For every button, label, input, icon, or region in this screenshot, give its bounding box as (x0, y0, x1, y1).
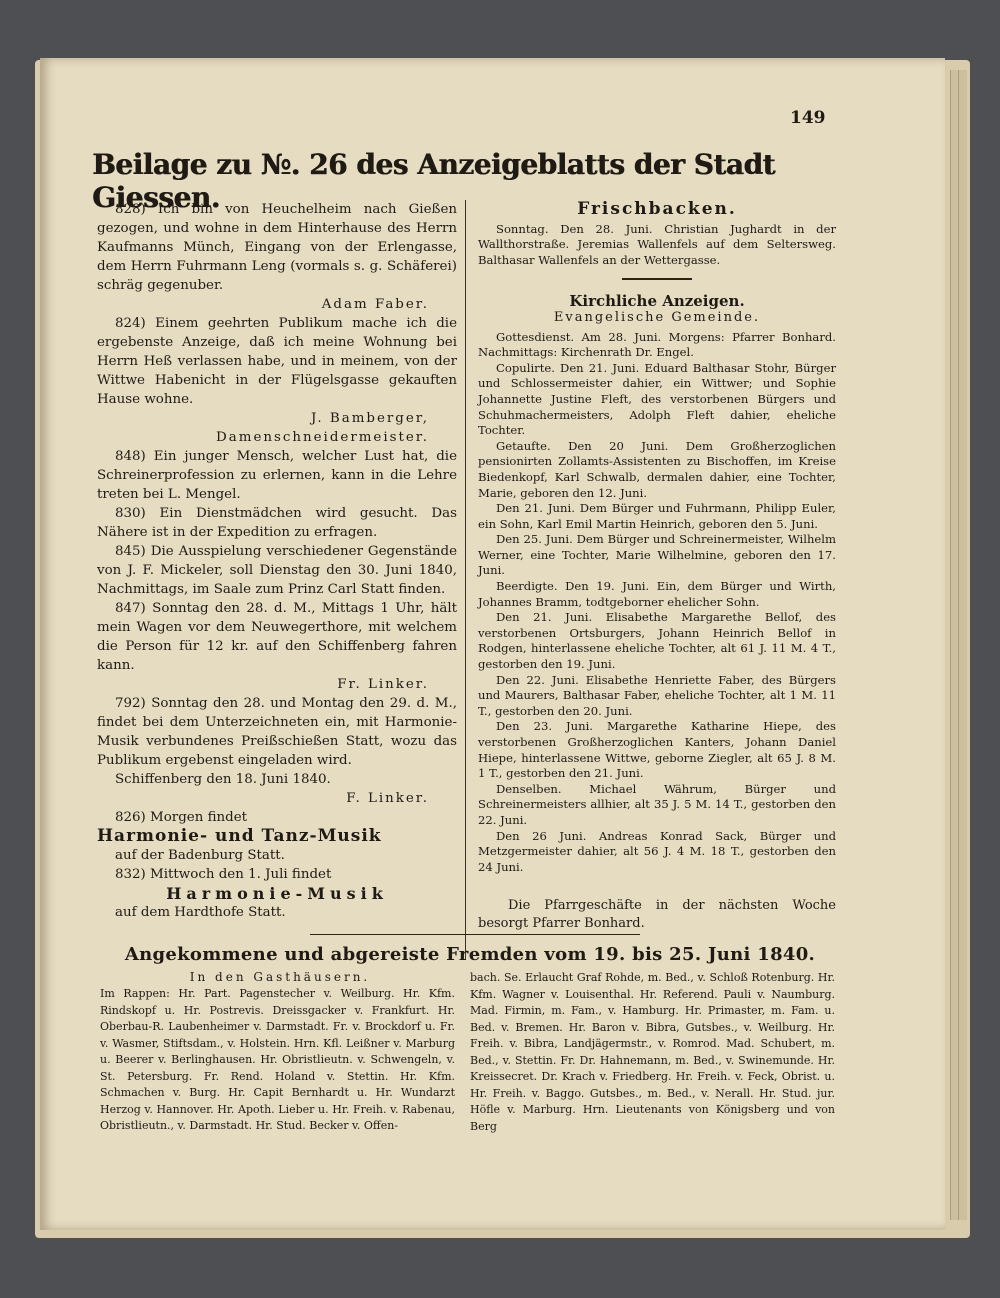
paragraph: 845) Die Ausspielung verschiedener Gegenstände von J. F. Mickeler, soll Dienstag den 30. Juni 1840, Nachmittags, im Saale zum Prinz Carl Statt finden. (97, 544, 457, 597)
arrivals-left-text: Im Rappen: Hr. Part. Pagenstecher v. Weilburg. Hr. Kfm. Rindskopf u. Hr. Postrevis. Dreissgacker v. Frankfurt. Hr. Oberbau-R. Laubenheimer v. Darmstadt. Fr. v. Brockdorf u. Fr. v. Wasmer, Stiftsdam., v. Holstein. Hrn. Kfl. Leißner v. Marburg u. Beerer v. Berlinghausen. Hr. Obristlieutn. v. Schwengeln, v. St. Petersburg. Fr. Rend. Holand v. Stettin. Hr. Kfm. Schmachen v. Burg. Hr. Capit Bernhardt u. Hr. Wundarzt Herzog v. Hannover. Hr. Apoth. Lieber u. Hr. Freih. v. Rabenau, Obristlieutn., v. Darmstadt. Hr. Stud. Becker v. Offen- (100, 987, 455, 1132)
paragraph: Denselben. Michael Währum, Bürger und Schreinermeisters allhier, alt 35 J. 5 M. 14 T., gestorben den 22. Juni. (478, 781, 836, 827)
column-divider (465, 200, 466, 960)
right-column (478, 200, 836, 933)
section-heading: Kirchliche Anzeigen. (569, 292, 745, 311)
paragraph: auf dem Hardthofe Statt. (115, 905, 286, 920)
newspaper-page (40, 58, 945, 1230)
paragraph: Den 22. Juni. Elisabethe Henriette Faber, des Bürgers und Maurers, Balthasar Faber, eheliche Tochter, alt 1 M. 11 T., gestorben den 20. Juni. (478, 672, 836, 718)
paragraph: Schiffenberg den 18. Juni 1840. (115, 772, 331, 787)
paragraph: Den 23. Juni. Margarethe Katharine Hiepe, des verstorbenen Großherzoglichen Kanters, Johann Daniel Hiepe, hinterlassene Wittwe, geborne Ziegler, alt 65 J. 8 M. 1 T., gestorben den 21. Juni. (478, 719, 836, 781)
event-headline: Harmonie-Musik (166, 884, 388, 903)
paragraph: Copulirte. Den 21. Juni. Eduard Balthasar Stohr, Bürger und Schlossermeister dahier, ein Wittwer; und Sophie Johannette Justine Fleft, des verstorbenen Bürgers und Schuhmachermeisters, Adolph Fleft dahier, eheliche Tochter. (478, 360, 836, 438)
paragraph: 792) Sonntag den 28. und Montag den 29. d. M., findet bei dem Unterzeichneten ein, mit Harmonie-Musik verbundenes Preißschießen Statt, wozu das Publikum ergebenst eingeladen wird. (97, 696, 457, 768)
paragraph: 828) Ich bin von Heuchelheim nach Gießen gezogen, und wohne in dem Hinterhause des Herrn Kaufmanns Münch, Eingang von der Erlengasse, dem Herrn Fuhrmann Leng (vormals s. g. Schäferei) schräg gegenuber. (97, 202, 457, 293)
paragraph: Sonntag. Den 28. Juni. Christian Jughardt in der Wallthorstraße. Jeremias Wallenfels auf dem Seltersweg. Balthasar Wallenfels an der Wettergasse. (478, 221, 836, 267)
paragraph: Den 25. Juni. Dem Bürger und Schreinermeister, Wilhelm Werner, eine Tochter, Marie Wilhelmine, geboren den 17. Juni. (478, 532, 836, 578)
paragraph: Den 26 Juni. Andreas Konrad Sack, Bürger und Metzgermeister dahier, alt 56 J. 4 M. 18 T., gestorben den 24 Juni. (478, 828, 836, 874)
signature: J. Bamberger, (311, 411, 429, 426)
section-rule (310, 934, 640, 935)
short-rule (622, 278, 692, 280)
paragraph: 832) Mittwoch den 1. Juli findet (115, 867, 332, 882)
signature: Fr. Linker. (337, 677, 429, 692)
paragraph: 830) Ein Dienstmädchen wird gesucht. Das Nähere ist in der Expedition zu erfragen. (97, 506, 457, 540)
page-edge (958, 70, 967, 1220)
paragraph: auf der Badenburg Statt. (115, 848, 285, 863)
paragraph: 826) Morgen findet (115, 810, 248, 825)
paragraph: Den 21. Juni. Dem Bürger und Fuhrmann, Philipp Euler, ein Sohn, Karl Emil Martin Heinrich, geboren den 5. Juni. (478, 501, 836, 531)
paragraph: Getaufte. Den 20 Juni. Dem Großherzoglichen pensionirten Zollamts-Assistenten zu Bischoffen, im Kreise Biedenkopf, Karl Schwalb, dermalen dahier, eine Tochter, Marie, geboren den 12. Juni. (478, 438, 836, 500)
arrivals-title: Angekommene und abgereiste Fremden vom 19. bis 25. Juni 1840. (124, 944, 816, 965)
paragraph: Gottesdienst. Am 28. Juni. Morgens: Pfarrer Bonhard. Nachmittags: Kirchenrath Dr. Engel. (478, 329, 836, 360)
section-heading: Frischbacken. (577, 199, 737, 219)
signature: Adam Faber. (321, 297, 429, 312)
page-number: 149 (790, 108, 826, 128)
paragraph: 847) Sonntag den 28. d. M., Mittags 1 Uhr, hält mein Wagen vor dem Neuwegerthore, mit welchem die Person für 12 kr. auf den Schiffenberg fahren kann. (97, 601, 457, 673)
arrivals-subtitle: In den Gasthäusern. (189, 970, 371, 984)
paragraph: Beerdigte. Den 19. Juni. Ein, dem Bürger und Wirth, Johannes Bramm, todtgeborner ehelicher Sohn. (478, 579, 836, 609)
paragraph: Den 21. Juni. Elisabethe Margarethe Bellof, des verstorbenen Ortsburgers, Johann Heinrich Bellof in Rodgen, hinterlassene eheliche Tochter, alt 61 J. 11 M. 4 T., gestorben den 19. Juni. (478, 610, 836, 672)
signature: Damenschneidermeister. (216, 430, 429, 445)
section-subheading: Evangelische Gemeinde. (553, 309, 761, 325)
event-headline: Harmonie- und Tanz-Musik (97, 826, 382, 846)
paragraph: 824) Einem geehrten Publikum mache ich die ergebenste Anzeige, daß ich meine Wohnung bei Herrn Heß verlassen habe, und in meinem, von der Wittwe Habenicht in der Flügelsgasse gekauften Hause wohne. (97, 316, 457, 407)
paragraph: 848) Ein junger Mensch, welcher Lust hat, die Schreinerprofession zu erlernen, kann in die Lehre treten bei L. Mengel. (97, 449, 457, 502)
signature: F. Linker. (346, 791, 429, 806)
note-paragraph: Die Pfarrgeschäfte in der nächsten Woche besorgt Pfarrer Bonhard. (478, 898, 836, 932)
left-column (97, 200, 457, 922)
arrivals-right-text: bach. Se. Erlaucht Graf Rohde, m. Bed., v. Schloß Rotenburg. Hr. Kfm. Wagner v. Louisenthal. Hr. Referend. Pauli v. Naumburg. Mad. Firmin, m. Fam., v. Hamburg. Hr. Primaster, m. Fam. u. Bed. v. Bremen. Hr. Baron v. Bibra, Gutsbes., v. Weilburg. Hr. Freih. v. Bibra, Landjägermstr., v. Romrod. Mad. Schubert, m. Bed., v. Stettin. Fr. Dr. Hahnemann, m. Bed., v. Swinemunde. Hr. Kreissecret. Dr. Krach v. Friedberg. Hr. Freih. v. Feck, Obrist. u. Hr. Freih. v. Baggo. Gutsbes., m. Bed., v. Nerall. Hr. Stud. jur. Höfle v. Marburg. Hrn. Lieutenants von Königsberg und von Berg (470, 971, 835, 1133)
page-title: Beilage zu №. 26 des Anzeigeblatts der Stadt Giessen. (92, 148, 775, 214)
